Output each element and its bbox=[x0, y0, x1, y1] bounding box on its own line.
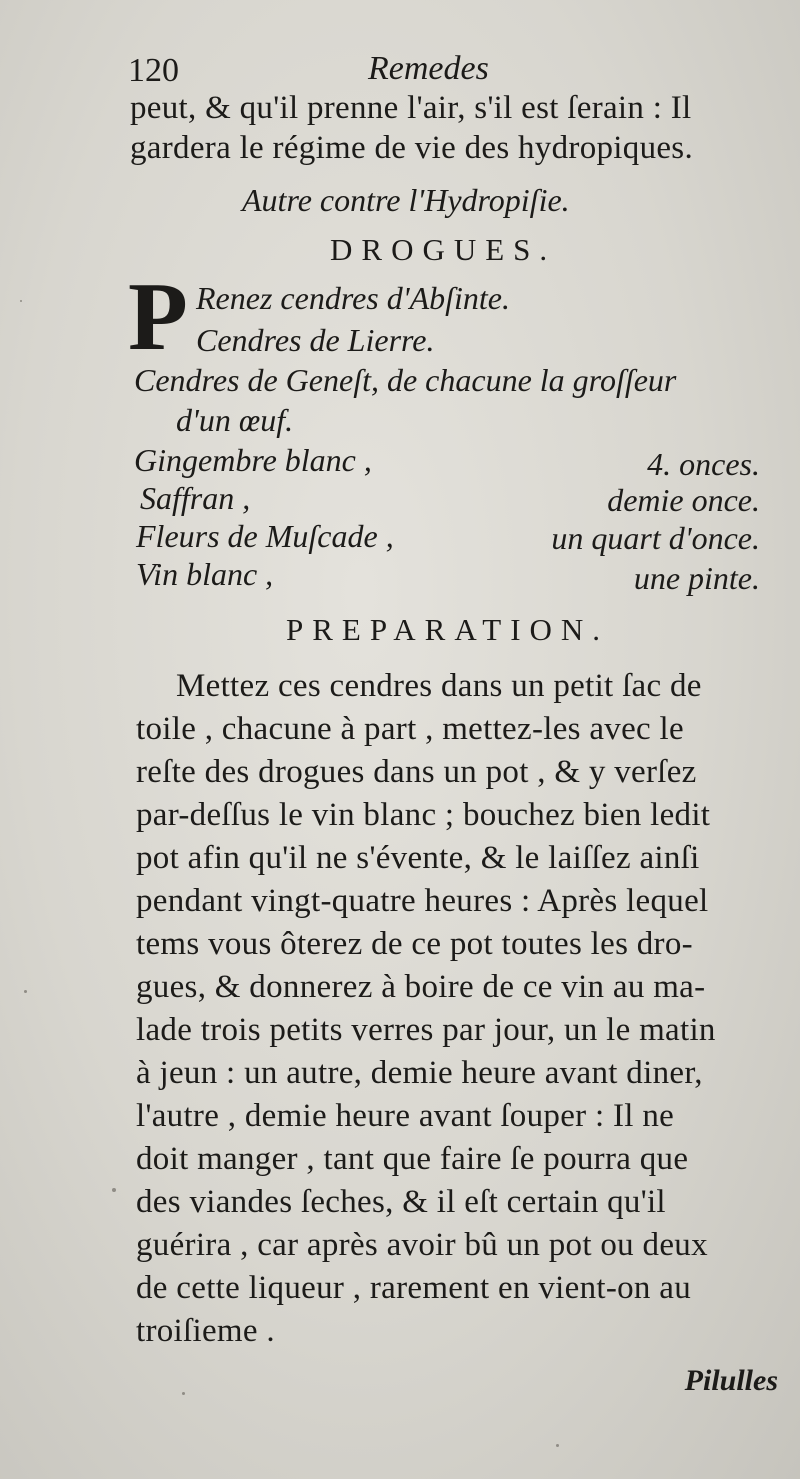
preparation-line: de cette liqueur , rarement en vient-on au bbox=[136, 1270, 692, 1306]
recipe-title: Autre contre l'Hydropiſie. bbox=[242, 182, 570, 218]
ingredient-name: Fleurs de Muſcade , bbox=[136, 518, 394, 554]
preparation-line: Mettez ces cendres dans un petit ſac de bbox=[176, 668, 702, 704]
paper-speck bbox=[112, 1188, 116, 1192]
preparation-line: lade trois petits verres par jour, un le matin bbox=[136, 1012, 716, 1048]
ingredient-quantity: demie once. bbox=[607, 482, 760, 518]
ingredient-line-1: Renez cendres d'Abſinte. bbox=[196, 280, 510, 316]
preparation-line: pot afin qu'il ne s'évente, & le laiſſez ainſi bbox=[136, 840, 700, 876]
preparation-line: toile , chacune à part , mettez-les avec le bbox=[136, 711, 684, 747]
preparation-line: reſte des drogues dans un pot , & y verſez bbox=[136, 754, 697, 790]
paper-speck bbox=[24, 990, 27, 993]
ingredient-line-3: Cendres de Geneſt, de chacune la groſſeur bbox=[134, 362, 677, 398]
paper-speck bbox=[182, 1392, 185, 1395]
ingredient-quantity: 4. onces. bbox=[647, 446, 760, 482]
ingredient-name: Saffran , bbox=[140, 480, 251, 516]
drogues-heading: DROGUES. bbox=[330, 232, 557, 267]
preparation-line: par-deſſus le vin blanc ; bouchez bien ledit bbox=[136, 797, 711, 833]
preparation-line: à jeun : un autre, demie heure avant diner, bbox=[136, 1055, 703, 1091]
preparation-line: pendant vingt-quatre heures : Après lequel bbox=[136, 883, 709, 919]
intro-line-2: gardera le régime de vie des hydropiques. bbox=[130, 130, 694, 166]
paper-speck bbox=[556, 1444, 559, 1447]
preparation-line: troiſieme . bbox=[136, 1313, 275, 1349]
preparation-line: des viandes ſeches, & il eſt certain qu'il bbox=[136, 1184, 666, 1220]
preparation-heading: PREPARATION. bbox=[286, 612, 610, 647]
ingredient-line-2: Cendres de Lierre. bbox=[196, 322, 435, 358]
page-number: 120 bbox=[128, 52, 179, 89]
drop-cap: P bbox=[128, 263, 188, 371]
ingredient-name: Gingembre blanc , bbox=[134, 442, 372, 478]
ingredient-name: Vin blanc , bbox=[136, 556, 274, 592]
preparation-line: tems vous ôterez de ce pot toutes les dro- bbox=[136, 926, 693, 962]
intro-line-1: peut, & qu'il prenne l'air, s'il est ſerain : Il bbox=[130, 90, 692, 126]
running-title: Remedes bbox=[368, 50, 489, 87]
ingredient-quantity: un quart d'once. bbox=[551, 520, 760, 556]
preparation-line: doit manger , tant que faire ſe pourra que bbox=[136, 1141, 689, 1177]
preparation-line: gues, & donnerez à boire de ce vin au ma- bbox=[136, 969, 706, 1005]
ingredient-quantity: une pinte. bbox=[633, 560, 760, 596]
preparation-line: guérira , car après avoir bû un pot ou deux bbox=[136, 1227, 708, 1263]
catchword: Pilulles bbox=[684, 1364, 778, 1397]
paper-speck bbox=[20, 300, 22, 302]
preparation-line: l'autre , demie heure avant ſouper : Il ne bbox=[136, 1098, 675, 1134]
ingredient-line-4: d'un œuf. bbox=[176, 402, 294, 438]
